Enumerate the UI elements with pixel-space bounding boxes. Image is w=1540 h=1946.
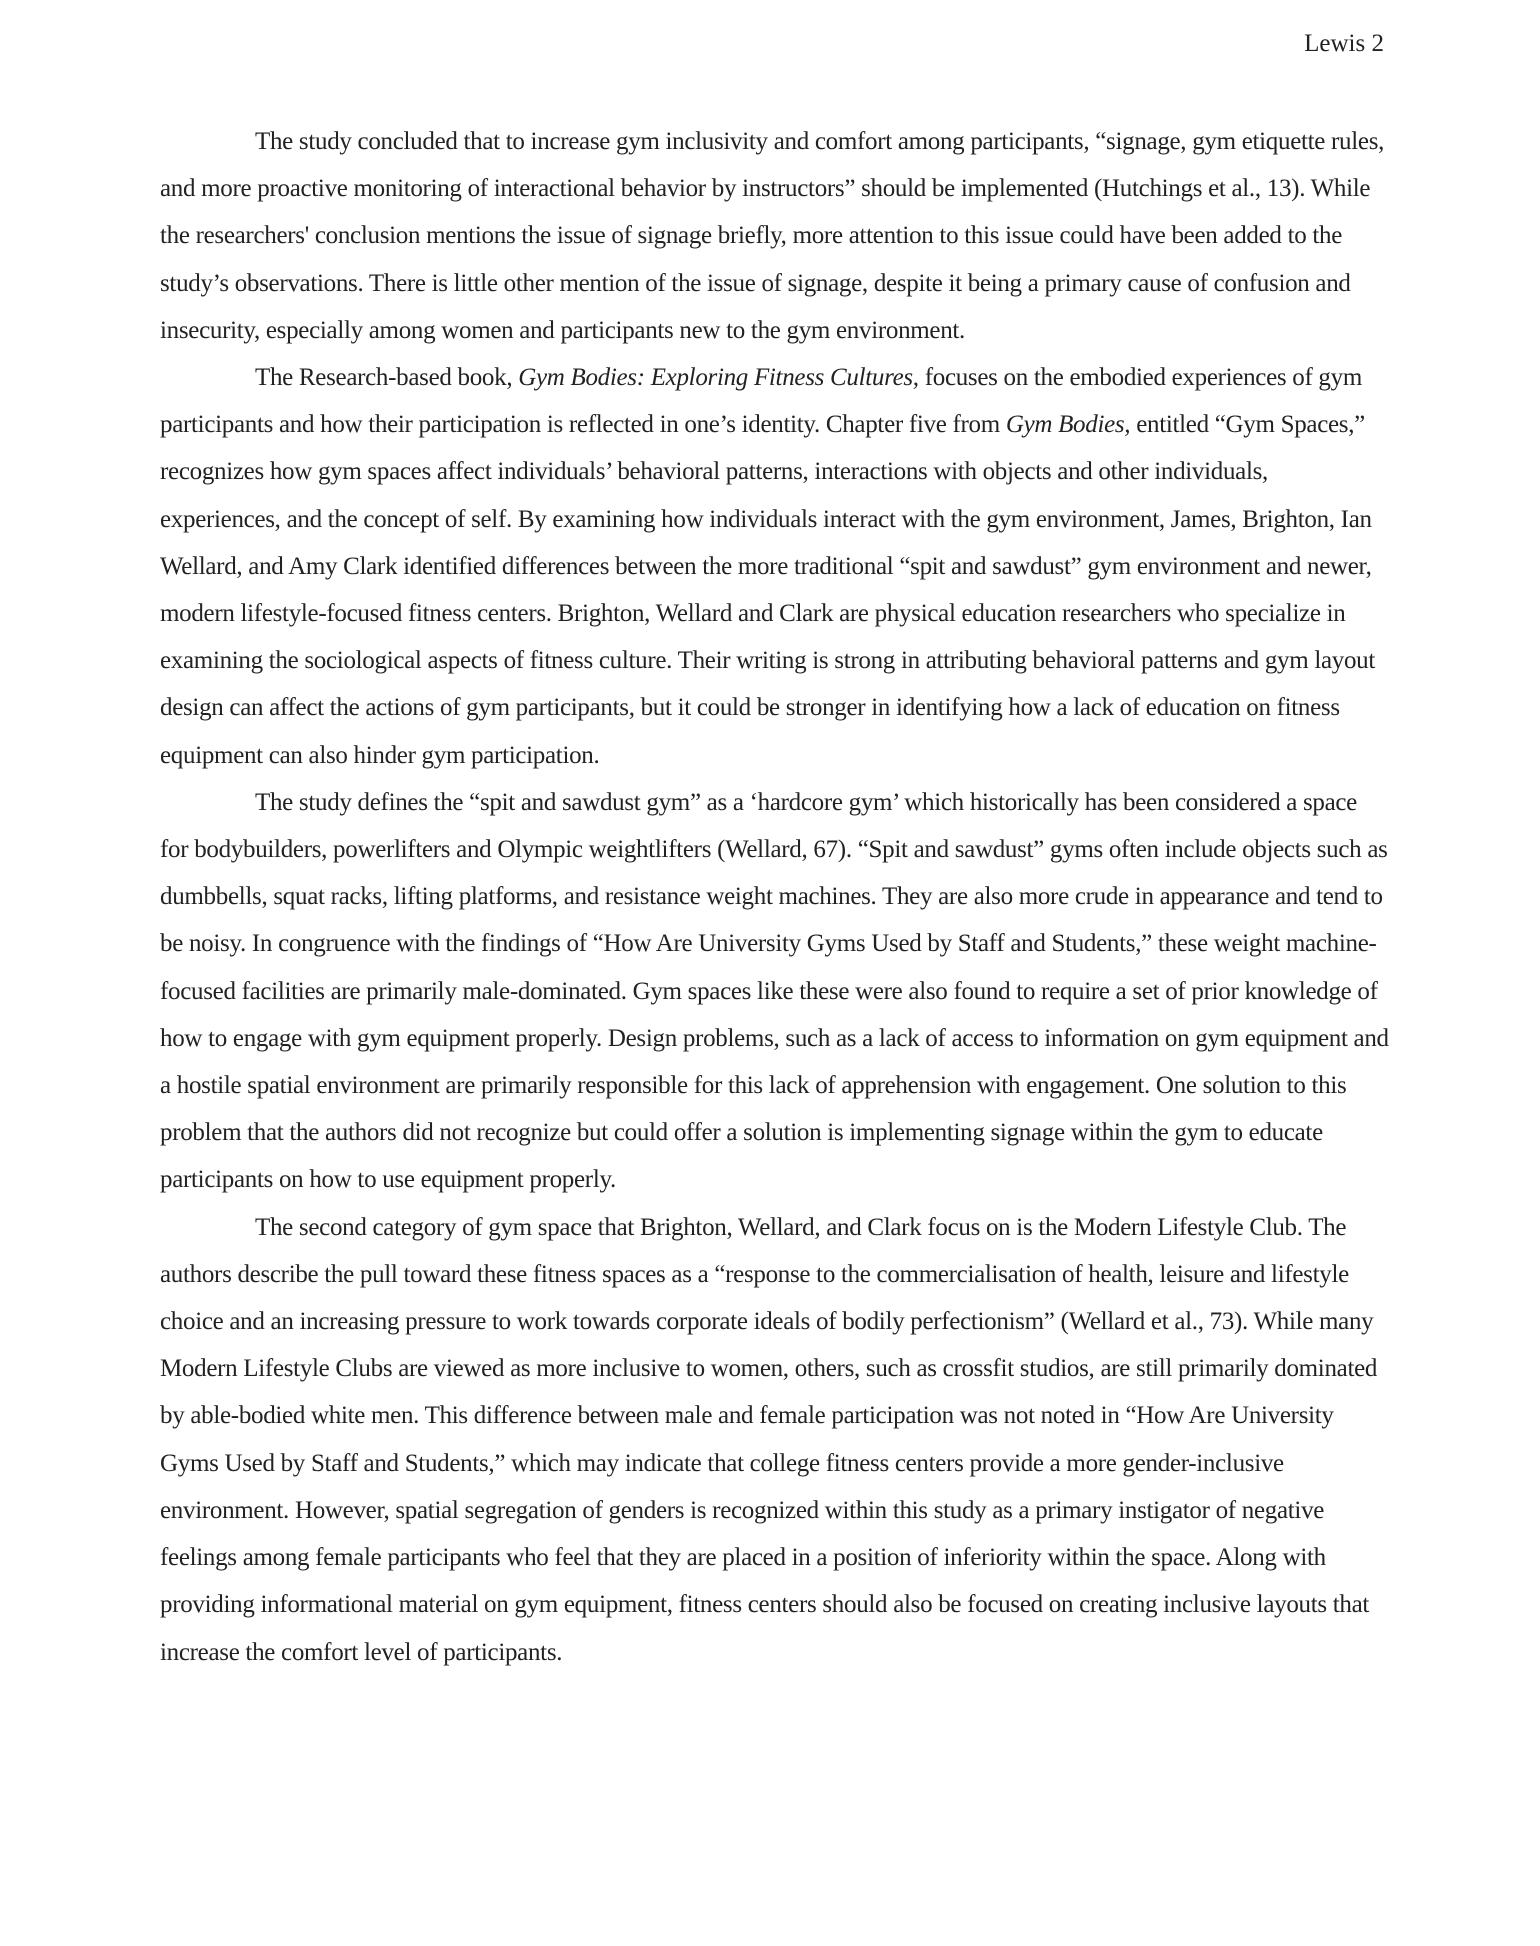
paragraph-2 (160, 354, 1390, 779)
paragraph-3 (160, 779, 1390, 1204)
paragraph-1 (160, 118, 1390, 354)
body-text (160, 118, 1390, 1676)
running-head: Lewis 2 (1304, 30, 1384, 57)
paragraph-text: entitled “Gym Spaces,” recognizes how gym spaces affect individuals’ behavioral patterns, interactions with objects and other individuals, experiences, and the concept of self. By examining how individuals interact with the gym environment, James, Brighton, Ian Wellard, and Amy Clark identified differences between the more traditional “spit and sawdust” gym environment and newer, modern lifestyle-focused fitness centers. Brighton, Wellard and Clark are physical education researchers who specialize in examining the sociological aspects of fitness culture. Their writing is strong in attributing behavioral patterns and gym layout design can affect the actions of gym participants, but it could be stronger in identifying how a lack of education on fitness equipment can also hinder gym participation. (160, 411, 1376, 769)
paragraph-text: The study defines the “spit and sawdust gym” as a ‘hardcore gym’ which historically has been considered a space for bodybuilders, powerlifters and Olympic weightlifters (Wellard, 67). “Spit and sawdust” gyms often include objects such as dumbbells, squat racks, lifting platforms, and resistance weight machines. They are also more crude in appearance and tend to be noisy. In congruence with the findings of “How Are University Gyms Used by Staff and Students,” these weight machine-focused facilities are primarily male-dominated. Gym spaces like these were also found to require a set of prior knowledge of how to engage with gym equipment properly. Design problems, such as a lack of access to information on gym equipment and a hostile spatial environment are primarily responsible for this lack of apprehension with engagement. One solution to this problem that the authors did not recognize but could offer a solution is implementing signage within the gym to educate participants on how to use equipment properly. (160, 788, 1389, 1194)
book-title: Gym Bodies, (1005, 411, 1131, 439)
paragraph-text: focuses on the embodied experiences of gym participants and how their participation is reflected in one’s identity. Chapter five from (160, 364, 1362, 439)
paragraph-text: The Research-based book, (255, 364, 519, 392)
paragraph-4 (160, 1204, 1390, 1676)
book-title: Gym Bodies: Exploring Fitness Cultures, (518, 364, 919, 392)
paragraph-text: The study concluded that to increase gym inclusivity and comfort among participants, “signage, gym etiquette rules, and more proactive monitoring of interactional behavior by instructors” should be implemented (Hutchings et al., 13). While the researchers' conclusion mentions the issue of signage briefly, more attention to this issue could have been added to the study’s observations. There is little other mention of the issue of signage, despite it being a primary cause of confusion and insecurity, especially among women and participants new to the gym environment. (160, 128, 1385, 344)
paragraph-text: The second category of gym space that Brighton, Wellard, and Clark focus on is the Modern Lifestyle Club. The authors describe the pull toward these fitness spaces as a “response to the commercialisation of health, leisure and lifestyle choice and an increasing pressure to work towards corporate ideals of bodily perfectionism” (Wellard et al., 73). While many Modern Lifestyle Clubs are viewed as more inclusive to women, others, such as crossfit studios, are still primarily dominated by able-bodied white men. This difference between male and female participation was not noted in “How Are University Gyms Used by Staff and Students,” which may indicate that college fitness centers provide a more gender-inclusive environment. However, spatial segregation of genders is recognized within this study as a primary instigator of negative feelings among female participants who feel that they are placed in a position of inferiority within the space. Along with providing informational material on gym equipment, fitness centers should also be focused on creating inclusive layouts that increase the comfort level of participants. (160, 1213, 1378, 1666)
